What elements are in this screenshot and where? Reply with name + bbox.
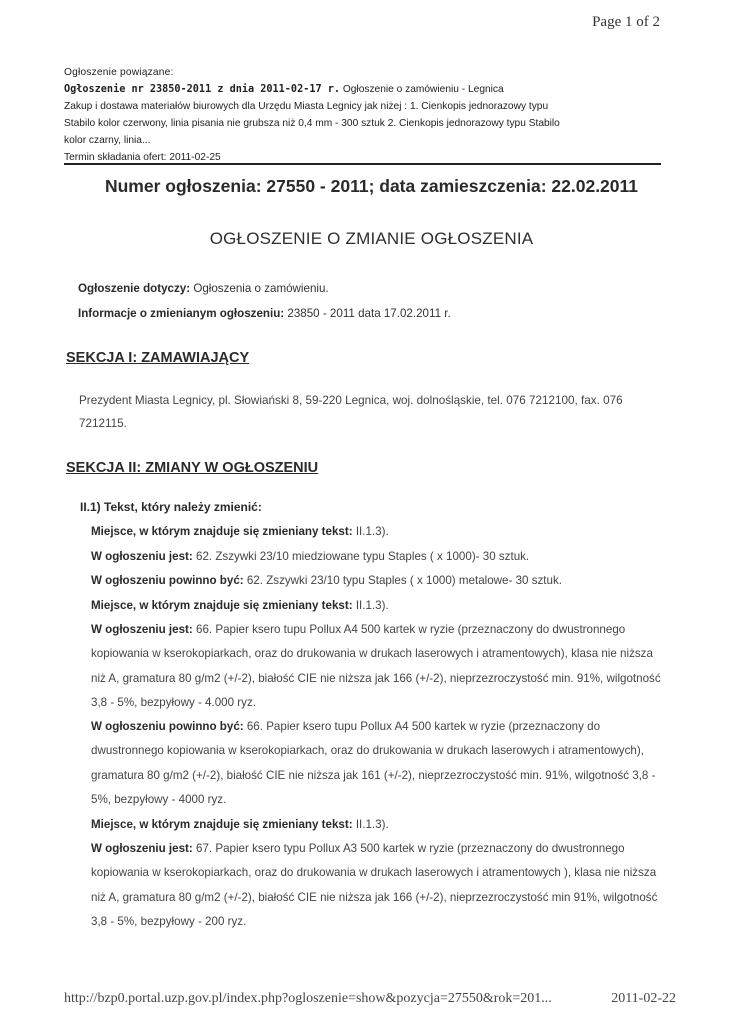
section-2-heading: SEKCJA II: ZMIANY W OGŁOSZENIU — [66, 460, 319, 476]
change-place-line — [91, 520, 669, 544]
change-place-label: Miejsce, w którym znajduje się zmieniany tekst: — [91, 525, 353, 538]
change-place-line — [91, 813, 669, 837]
related-notice-ref-line — [64, 81, 664, 98]
related-notice-ref-suffix: Ogłoszenie o zamówieniu - Legnica — [340, 84, 504, 95]
change-is-line — [91, 618, 669, 715]
change-should-label: W ogłoszeniu powinno być: — [91, 574, 244, 587]
change-place-label: Miejsce, w którym znajduje się zmieniany tekst: — [91, 818, 353, 831]
change-place-line — [91, 594, 669, 618]
notice-concerns-label: Ogłoszenie dotyczy: — [78, 282, 191, 295]
change-is-value: 67. Papier ksero typu Pollux A3 500 kartek w ryzie (przeznaczony do dwustronnego kopiowania w kserokopiarkach, oraz do drukowania w drukach laserowych i atramentowych ), klasa nie niższa niż A, gramatura 80 g/m2 (+/-2), białość CIE nie niższa jak 166 (+/-2), nieprzezroczystość min 91%, wilgotność 3,8 - 5%, bezpyłowy - 200 ryz. — [91, 842, 658, 928]
change-place-value: II.1.3). — [352, 525, 389, 538]
contracting-authority-text: Prezydent Miasta Legnicy, pl. Słowiański 8, 59-220 Legnica, woj. dolnośląskie, tel. 076 7212100, fax. 076 7212115. — [79, 394, 623, 430]
change-place-value: II.1.3). — [352, 599, 389, 612]
notice-type-heading: OGŁOSZENIE O ZMIANIE OGŁOSZENIA — [209, 229, 534, 248]
change-is-label: W ogłoszeniu jest: — [91, 623, 193, 636]
related-notice-summary-line: kolor czarny, linia... — [64, 135, 151, 146]
change-is-label: W ogłoszeniu jest: — [91, 842, 193, 855]
changed-notice-info-value: 23850 - 2011 data 17.02.2011 r. — [284, 307, 451, 320]
related-notice-link[interactable]: Ogłoszenie nr 23850-2011 z dnia 2011-02-17 r. — [64, 84, 341, 95]
change-should-line — [91, 569, 669, 593]
related-notice-block — [64, 64, 664, 166]
footer-date: 2011-02-22 — [611, 991, 676, 1006]
notice-concerns-value: Ogłoszenia o zamówieniu. — [190, 282, 329, 295]
change-is-label: W ogłoszeniu jest: — [91, 550, 193, 563]
notice-number-heading: Numer ogłoszenia: 27550 - 2011; data zamieszczenia: 22.02.2011 — [104, 176, 639, 196]
changed-notice-info-label: Informacje o zmienianym ogłoszeniu: — [78, 307, 285, 320]
change-should-value: 62. Zszywki 23/10 typu Staples ( x 1000) metalowe- 30 sztuk. — [243, 574, 562, 587]
change-should-line — [91, 715, 669, 812]
page-indicator: Page 1 of 2 — [592, 14, 660, 30]
horizontal-divider — [64, 163, 661, 165]
change-is-line — [91, 545, 669, 569]
change-place-label: Miejsce, w którym znajduje się zmieniany tekst: — [91, 599, 353, 612]
related-notice-title: Ogłoszenie powiązane: — [64, 67, 174, 78]
change-place-value: II.1.3). — [352, 818, 389, 831]
change-should-value: 66. Papier ksero tupu Pollux A4 500 kartek w ryzie (przeznaczony do dwustronnego kopiowania w kserokopiarkach, oraz do drukowania w drukach laserowych i atramentowych), gramatura 80 g/m2 (+/-2), białość CIE nie niższa jak 161 (+/-2), nieprzezroczystość min. 91%, wilgotność 3,8 - 5%, bezpyłowy - 4000 ryz. — [91, 720, 656, 806]
footer-url-link[interactable]: http://bzp0.portal.uzp.gov.pl/index.php?ogloszenie=show&pozycja=27550&rok=201... — [64, 991, 552, 1006]
related-notice-summary-line: Stabilo kolor czerwony, linia pisania nie grubsza niż 0,4 mm - 300 sztuk 2. Cienkopis jednorazowy typu Stabilo — [64, 118, 560, 129]
change-is-line — [91, 837, 669, 934]
section-1-heading: SEKCJA I: ZAMAWIAJĄCY — [66, 350, 250, 366]
notice-concerns-line — [78, 282, 329, 295]
changes-subheading: II.1) Tekst, który należy zmienić: — [80, 500, 262, 514]
change-is-value: 62. Zszywki 23/10 miedziowane typu Staples ( x 1000)- 30 sztuk. — [192, 550, 530, 563]
related-notice-deadline: Termin składania ofert: 2011-02-25 — [64, 152, 221, 163]
change-is-value: 66. Papier ksero tupu Pollux A4 500 kartek w ryzie (przeznaczony do dwustronnego kopiowania w kserokopiarkach, oraz do drukowania w drukach laserowych i atramentowych), klasa nie niższa niż A, gramatura 80 g/m2 (+/-2), białość CIE nie niższa jak 166 (+/-2), nieprzezroczystość min. 91%, wilgotność 3,8 - 5%, bezpyłowy - 4.000 ryz. — [91, 623, 661, 709]
related-notice-summary-line: Zakup i dostawa materiałów biurowych dla Urzędu Miasta Legnicy jak niżej : 1. Cienkopis jednorazowy typu — [64, 101, 549, 112]
changed-notice-info-line — [78, 307, 451, 320]
change-should-label: W ogłoszeniu powinno być: — [91, 720, 244, 733]
